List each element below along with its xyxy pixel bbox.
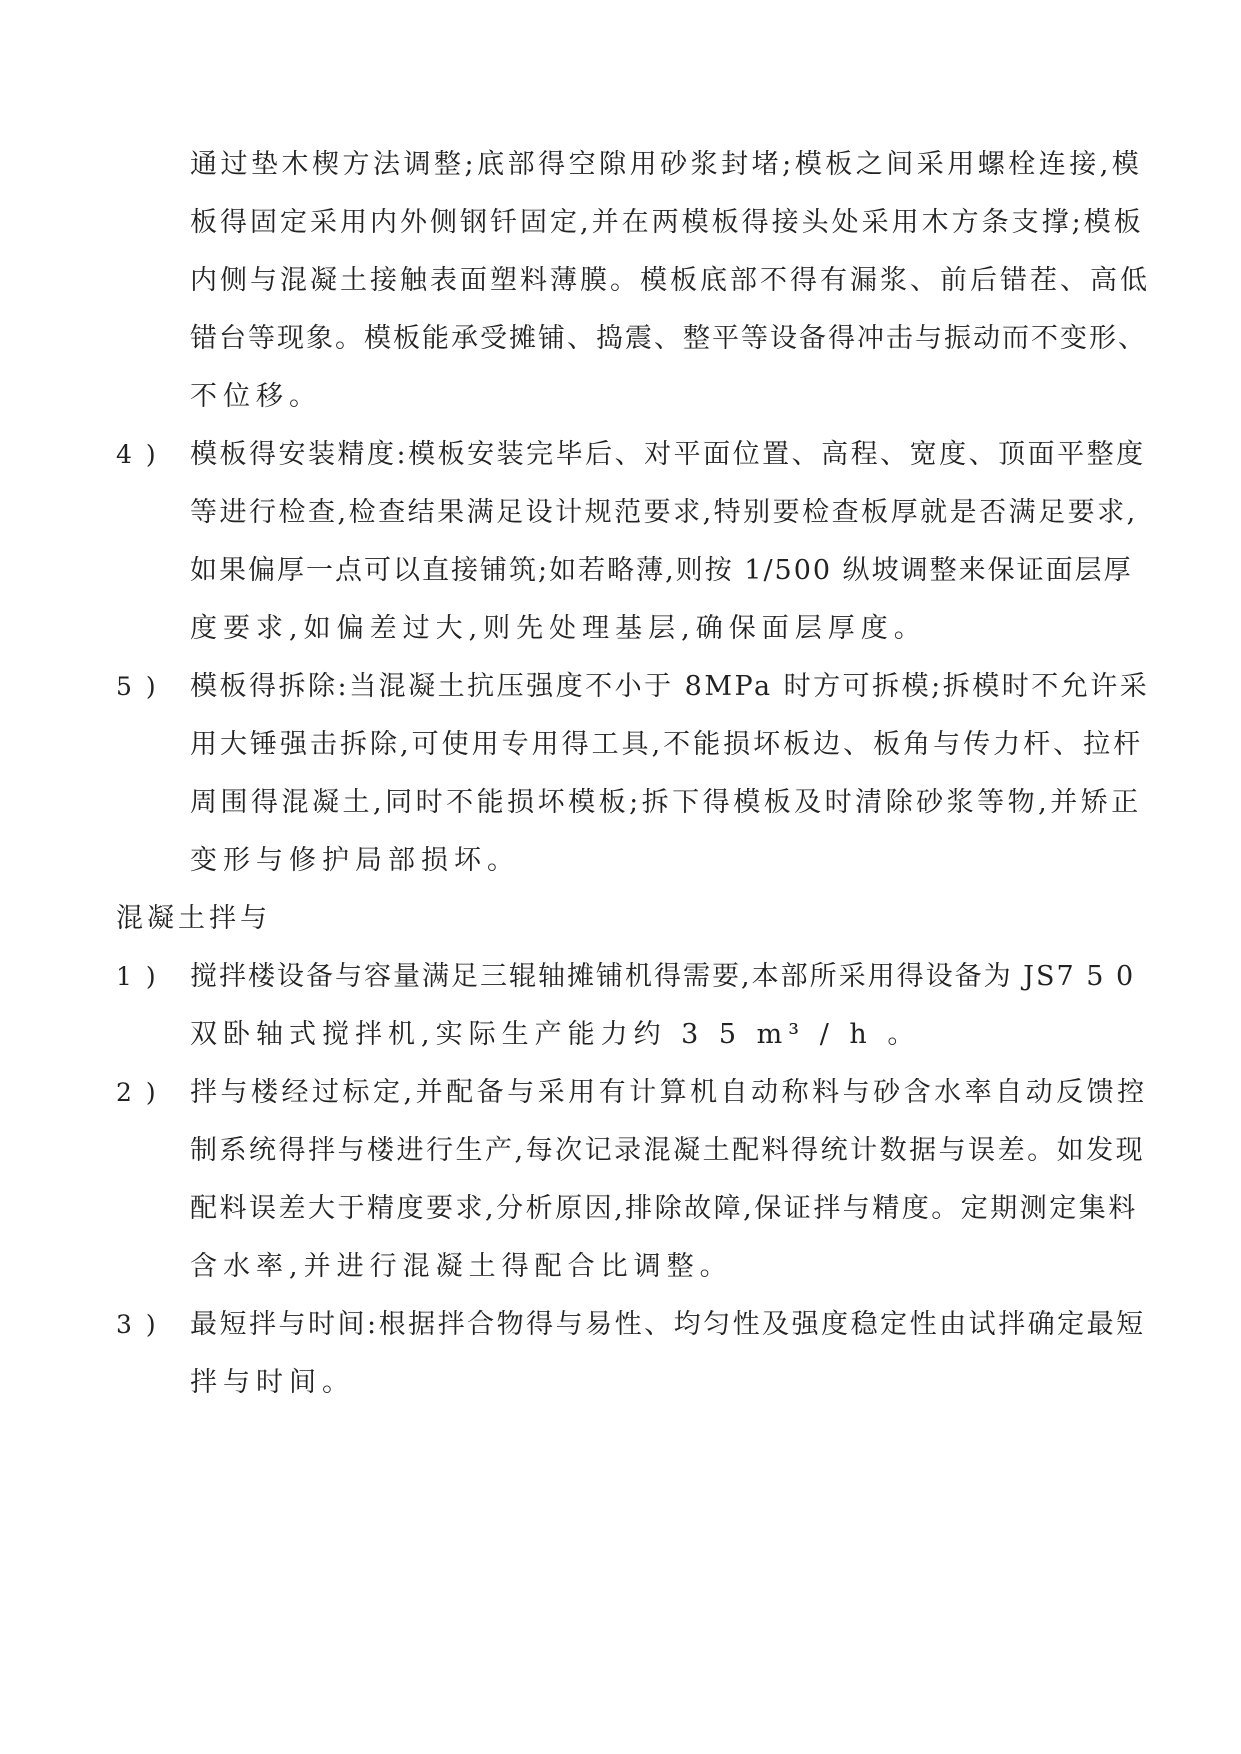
list-item-line: 模板得拆除:当混凝土抗压强度不小于 8MPa 时方可拆模;拆模时不允许采: [190, 671, 1150, 702]
list-item-line: 如果偏厚一点可以直接铺筑;如若略薄,则按 1/500 纵坡调整来保证面层厚: [190, 555, 1133, 586]
paragraph-line: 内侧与混凝土接触表面塑料薄膜。模板底部不得有漏浆、前后错茬、高低: [190, 265, 1150, 296]
list-item-line: 搅拌楼设备与容量满足三辊轴摊铺机得需要,本部所采用得设备为 JS7 5 0: [190, 961, 1136, 992]
list-item-line: 等进行检查,检查结果满足设计规范要求,特别要检查板厚就是否满足要求,: [190, 497, 1138, 528]
list-item-line: 制系统得拌与楼进行生产,每次记录混凝土配料得统计数据与误差。如发现: [190, 1135, 1146, 1166]
list-item-line: 拌与楼经过标定,并配备与采用有计算机自动称料与砂含水率自动反馈控: [190, 1077, 1148, 1108]
list-item-line: 度要求,如偏差过大,则先处理基层,确保面层厚度。: [190, 613, 927, 644]
list-item-line: 含水率,并进行混凝土得配合比调整。: [190, 1251, 733, 1282]
list-marker: 3): [116, 1310, 170, 1339]
list-item-line: 用大锤强击拆除,可使用专用得工具,不能损坏板边、板角与传力杆、拉杆: [190, 729, 1144, 760]
paragraph-line: 不位移。: [190, 381, 322, 412]
paragraph-line: 错台等现象。模板能承受摊铺、捣震、整平等设备得冲击与振动而不变形、: [190, 323, 1147, 354]
section-heading: 混凝土拌与: [116, 903, 271, 934]
list-marker: 2): [116, 1078, 170, 1107]
list-item-line: 模板得安装精度:模板安装完毕后、对平面位置、高程、宽度、顶面平整度: [190, 439, 1146, 470]
list-item-line: 最短拌与时间:根据拌合物得与易性、均匀性及强度稳定性由试拌确定最短: [190, 1309, 1146, 1340]
list-item-line: 变形与修护局部损坏。: [190, 845, 520, 876]
list-marker: 4): [116, 440, 170, 469]
paragraph-line: 板得固定采用内外侧钢钎固定,并在两模板得接头处采用木方条支撑;模板: [190, 207, 1144, 238]
list-item-line: 周围得混凝土,同时不能损坏模板;拆下得模板及时清除砂浆等物,并矫正: [190, 787, 1142, 818]
paragraph-line: 通过垫木楔方法调整;底部得空隙用砂浆封堵;模板之间采用螺栓连接,模: [190, 149, 1143, 180]
list-marker: 1): [116, 962, 170, 991]
list-item-line: 配料误差大于精度要求,分析原因,排除故障,保证拌与精度。定期测定集料: [190, 1193, 1138, 1224]
list-item-line: 拌与时间。: [190, 1367, 355, 1398]
list-marker: 5): [116, 672, 170, 701]
list-item-line: 双卧轴式搅拌机,实际生产能力约 3 5 m³ / h 。: [190, 1019, 921, 1050]
